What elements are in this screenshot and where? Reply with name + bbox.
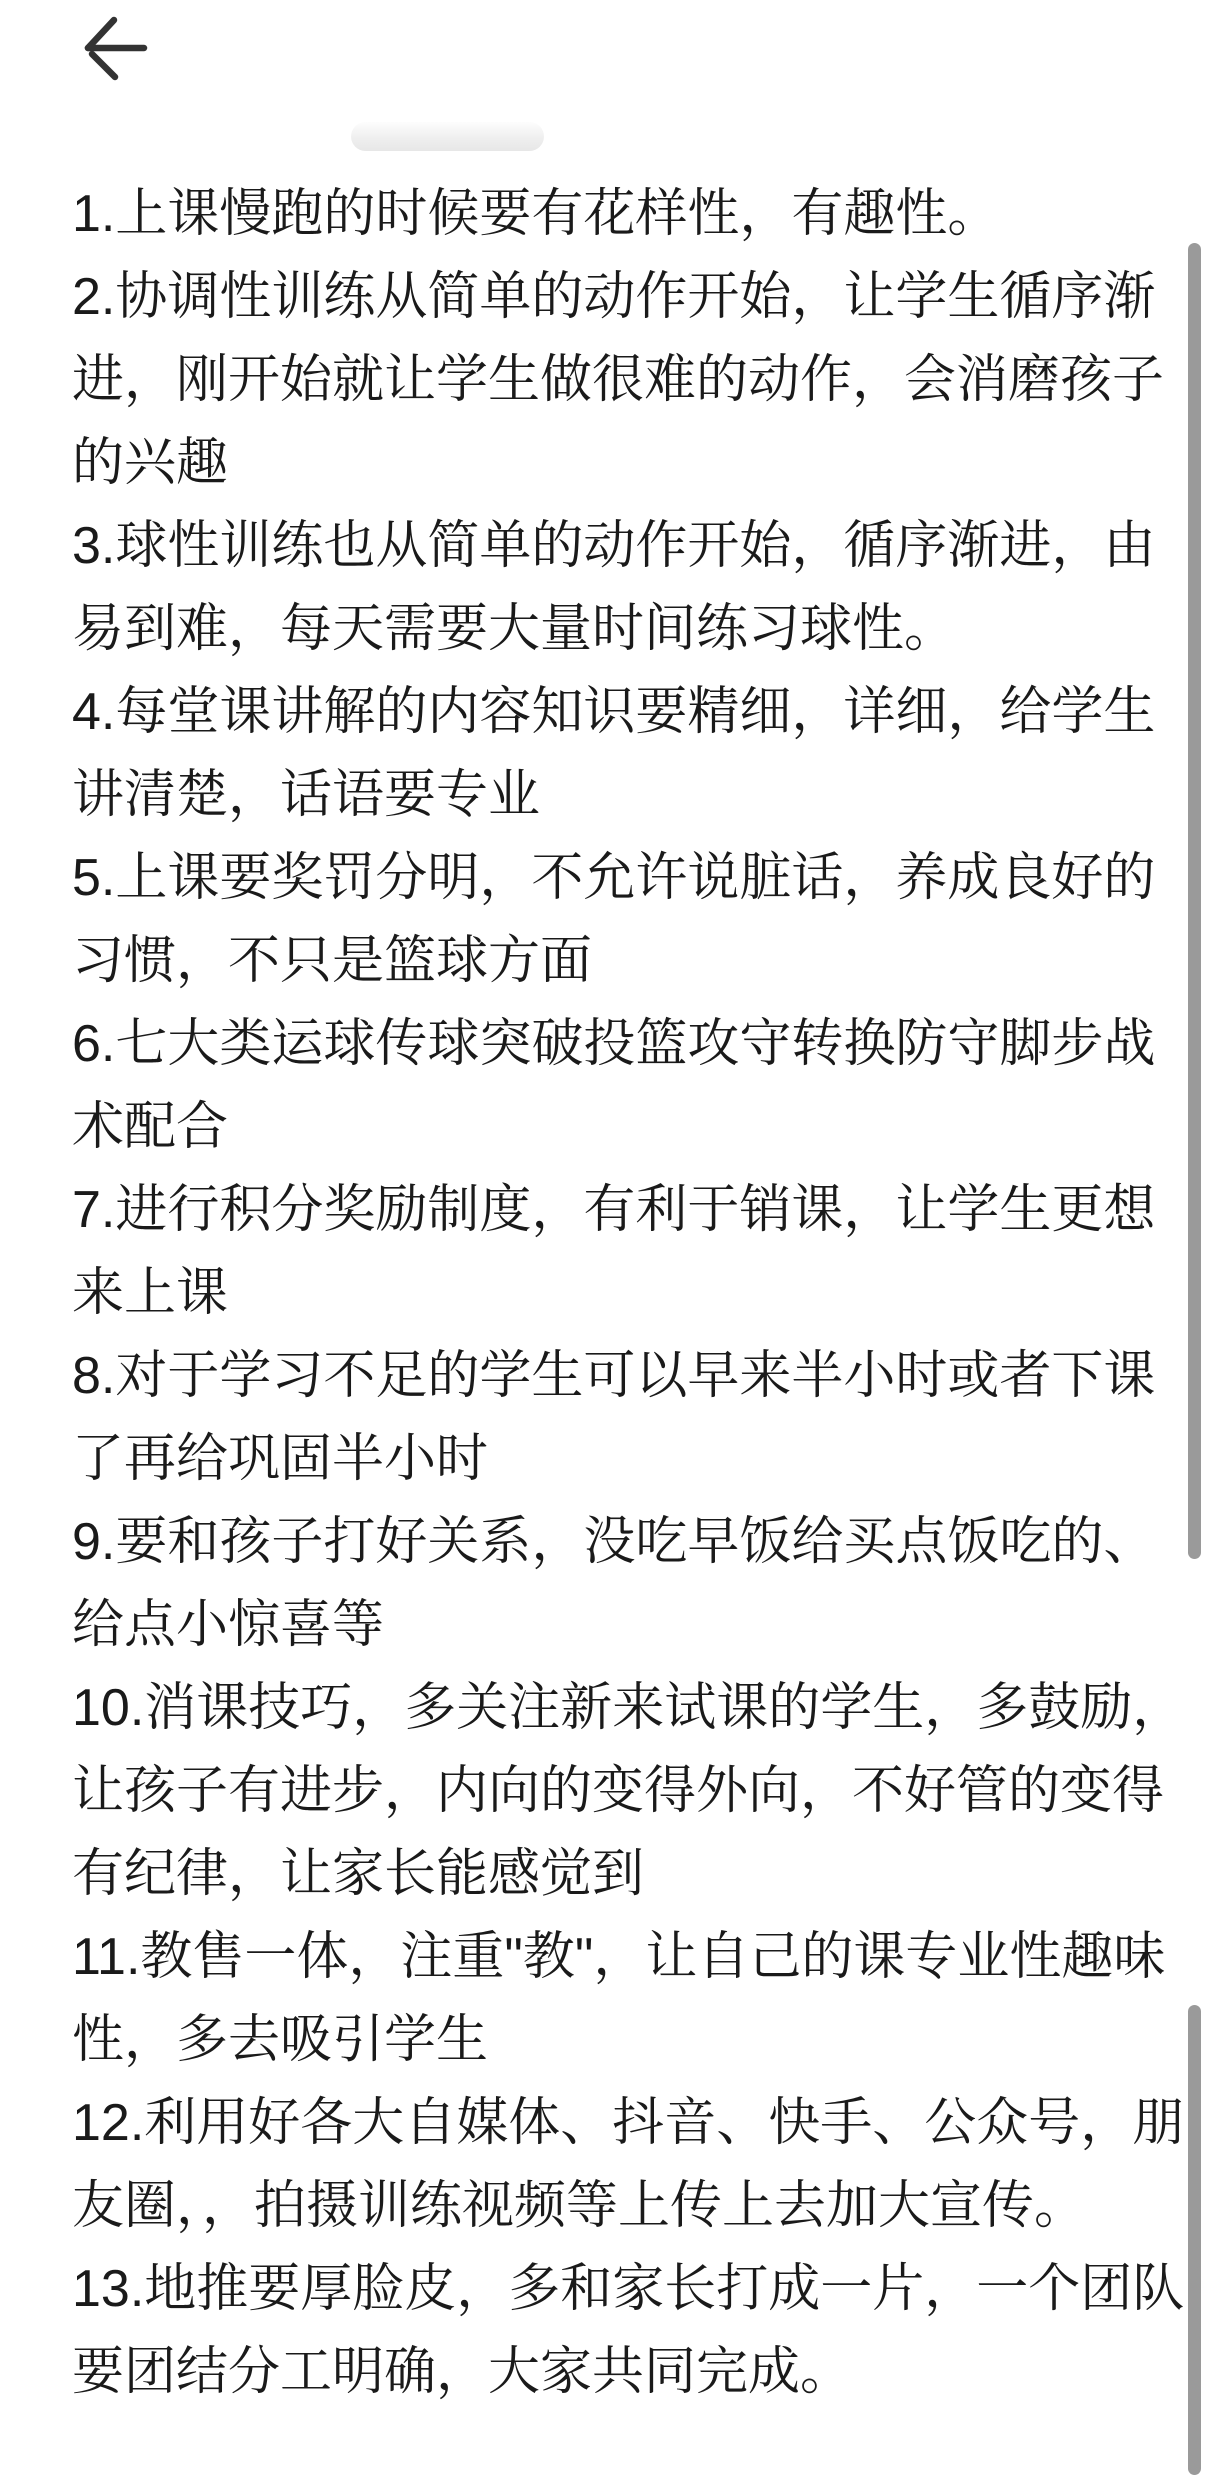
note-line: 3.球性训练也从简单的动作开始，循序渐进，由 [72,517,1156,575]
note-line: 来上课 [72,1264,229,1322]
note-line: 11.教售一体，注重"教"，让自己的课专业性趣味 [72,1928,1166,1986]
note-line: 有纪律，让家长能感觉到 [72,1845,645,1903]
note-line: 4.每堂课讲解的内容知识要精细，详细，给学生 [72,683,1156,741]
note-line: 让孩子有进步，内向的变得外向，不好管的变得 [72,1762,1165,1820]
note-line: 给点小惊喜等 [72,1596,385,1654]
note-line: 12.利用好各大自媒体、抖音、快手、公众号，朋 [72,2094,1185,2152]
note-body[interactable] [72,173,1192,2414]
note-line: 习惯，不只是篮球方面 [72,932,593,990]
note-line: 要团结分工明确，大家共同完成。 [72,2343,853,2401]
note-line: 了再给巩固半小时 [72,1430,489,1488]
note-line: 性，多去吸引学生 [72,2011,489,2069]
note-line: 易到难，每天需要大量时间练习球性。 [72,600,957,658]
note-line: 术配合 [72,1098,229,1156]
note-line: 5.上课要奖罚分明，不允许说脏话，养成良好的 [72,849,1156,907]
note-line: 6.七大类运球传球突破投篮攻守转换防守脚步战 [72,1015,1156,1073]
note-line: 讲清楚，话语要专业 [72,766,541,824]
note-line: 1.上课慢跑的时候要有花样性，有趣性。 [72,185,1000,243]
back-button[interactable] [78,10,150,82]
note-line: 9.要和孩子打好关系，没吃早饭给买点饭吃的、 [72,1513,1156,1571]
note-line: 进，刚开始就让学生做很难的动作，会消磨孩子 [72,351,1165,409]
scrollbar-thumb-lower[interactable] [1188,2005,1201,2475]
partial-card-edge [351,122,544,151]
note-line: 8.对于学习不足的学生可以早来半小时或者下课 [72,1347,1156,1405]
note-line: 13.地推要厚脸皮，多和家长打成一片，一个团队 [72,2260,1185,2318]
note-line: 友圈，，拍摄训练视频等上传上去加大宣传。 [72,2177,1087,2235]
note-line: 7.进行积分奖励制度，有利于销课，让学生更想 [72,1181,1156,1239]
note-line: 10.消课技巧，多关注新来试课的学生，多鼓励， [72,1679,1185,1737]
scrollbar-thumb-upper[interactable] [1188,243,1201,1559]
note-line: 2.协调性训练从简单的动作开始，让学生循序渐 [72,268,1156,326]
arrow-left-icon [78,10,150,82]
note-line: 的兴趣 [72,434,229,492]
